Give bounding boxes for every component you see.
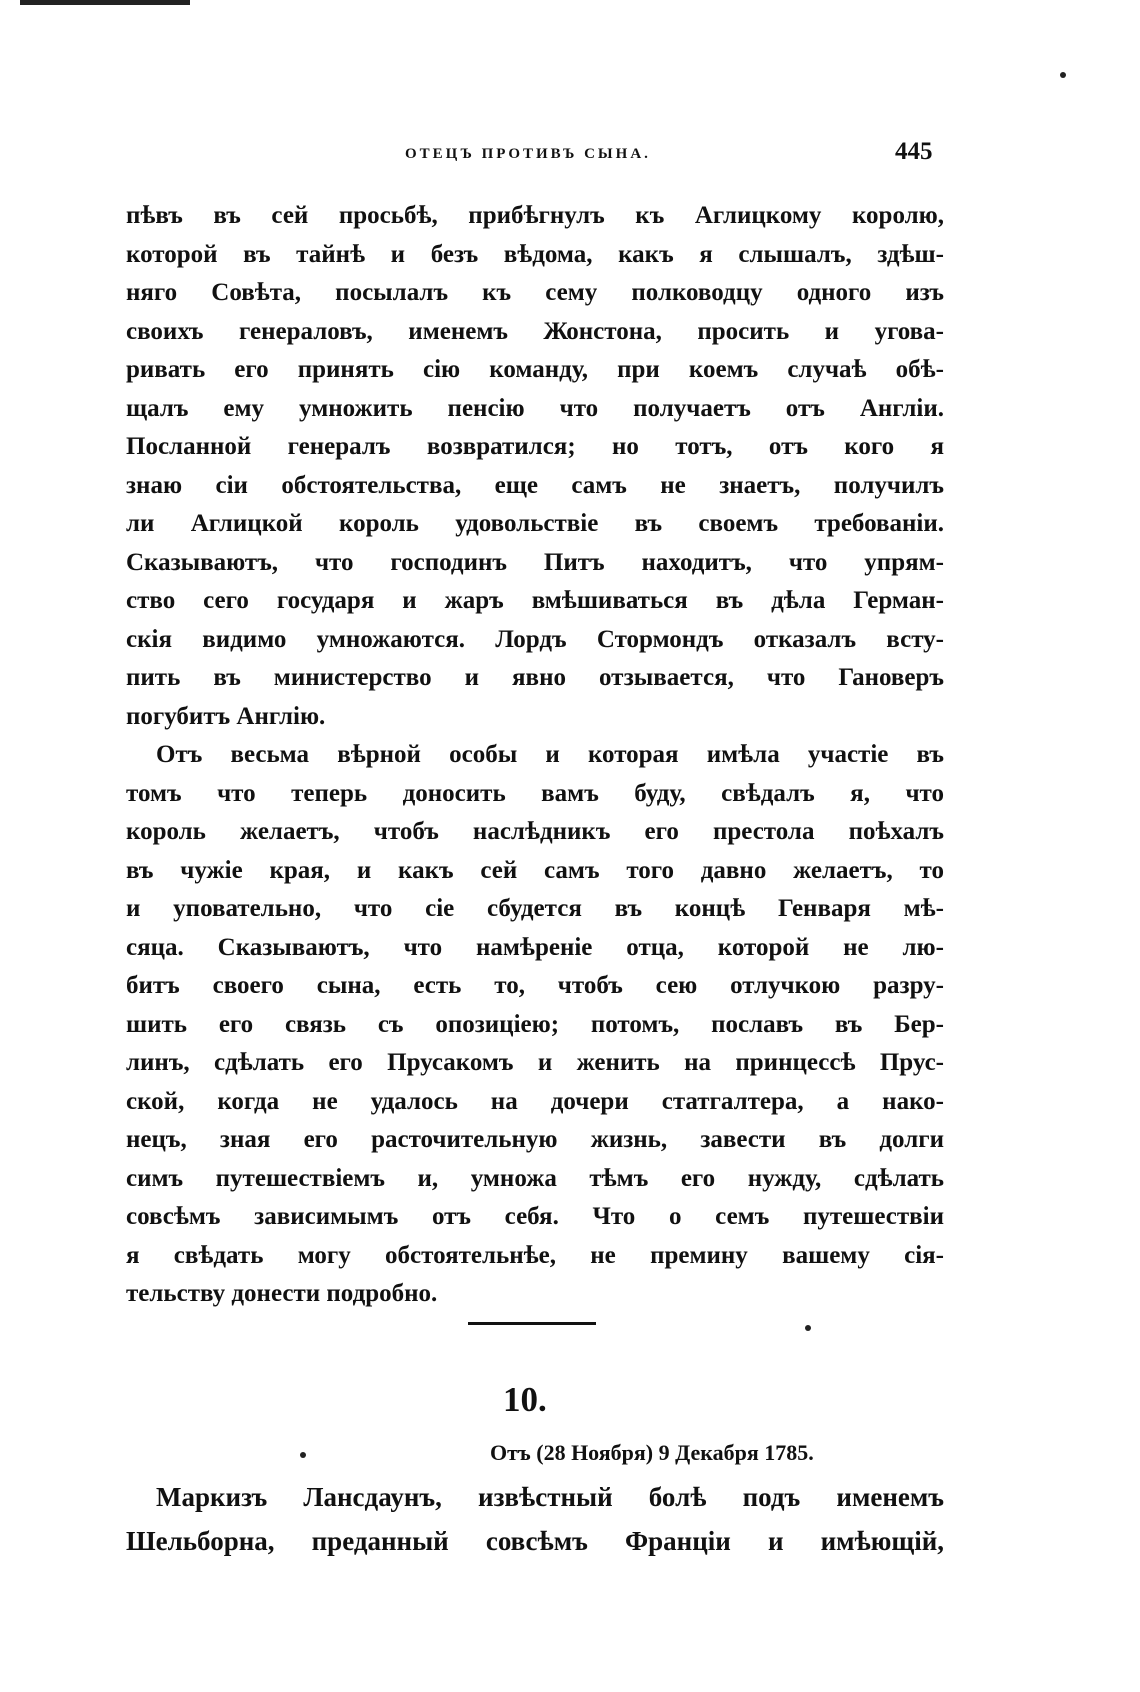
text-line: и уповательно, что сіе сбудется въ концѣ Генваря мѣ- <box>126 895 944 922</box>
section-number: 10. <box>503 1380 547 1419</box>
text-line: Отъ весьма вѣрной особы и которая имѣла участіе въ <box>156 741 944 768</box>
text-line: Маркизъ Лансдаунъ, извѣстный болѣ подъ именемъ <box>156 1482 944 1512</box>
paragraph-1 <box>126 197 944 736</box>
text-line: няго Совѣта, посылалъ къ сему полководцу одного изъ <box>126 279 944 306</box>
main-text <box>126 197 944 1314</box>
text-line: сяца. Сказываютъ, что намѣреніе отца, которой не лю- <box>126 933 944 961</box>
paragraph-2 <box>126 736 944 1314</box>
text-line: король желаетъ, чтобъ наслѣдникъ его престола поѣхалъ <box>126 818 944 845</box>
print-speck <box>805 1325 811 1331</box>
running-title: ОТЕЦЪ ПРОТИВЪ СЫНА. <box>405 146 651 162</box>
text-line: битъ своего сына, есть то, чтобъ сею отлучкою разру- <box>126 972 944 999</box>
section-divider <box>468 1322 596 1325</box>
text-line: пить въ министерство и явно отзывается, что Гановеръ <box>126 664 944 691</box>
text-line: ли Аглицкой король удовольствіе въ своемъ требованіи. <box>126 510 944 537</box>
text-line: тельству донести подробно. <box>126 1280 438 1307</box>
page-number: 445 <box>895 138 933 165</box>
print-speck <box>1060 72 1066 78</box>
text-line: скія видимо умножаются. Лордъ Стормондъ отказалъ всту- <box>126 625 944 653</box>
text-line: погубитъ Англію. <box>126 702 326 730</box>
text-line: ство сего государя и жаръ вмѣшиваться въ дѣла Герман- <box>126 587 944 614</box>
text-line: въ чужіе края, и какъ сей самъ того давно желаетъ, то <box>126 856 944 884</box>
text-line: Сказываютъ, что господинъ Питъ находитъ, что упрям- <box>126 548 944 576</box>
text-line: своихъ генераловъ, именемъ Жонстона, просить и угова- <box>126 317 944 345</box>
section-dateline: Отъ (28 Ноября) 9 Декабря 1785. <box>490 1440 814 1465</box>
text-line: пѣвъ въ сей просьбѣ, прибѣгнулъ къ Аглицкому королю, <box>126 202 944 229</box>
text-line: нецъ, зная его расточительную жизнь, завести въ долги <box>126 1126 944 1153</box>
text-line: линъ, сдѣлать его Прусакомъ и женить на принцессѣ Прус- <box>126 1049 944 1076</box>
text-line: ривать его принять сію команду, при коемъ случаѣ обѣ- <box>126 356 944 383</box>
text-line: щалъ ему умножить пенсію что получаетъ отъ Англіи. <box>126 394 944 422</box>
text-line: симъ путешествіемъ и, умножа тѣмъ его нужду, сдѣлать <box>126 1164 944 1192</box>
print-speck <box>300 1452 306 1458</box>
text-line: томъ что теперь доносить вамъ буду, свѣдалъ я, что <box>126 779 944 807</box>
running-header <box>0 140 1140 170</box>
text-line: Шельборна, преданный совсѣмъ Франціи и имѣющій, <box>126 1526 944 1556</box>
text-line: Посланной генералъ возвратился; но тотъ, отъ кого я <box>126 433 944 460</box>
paragraph-3 <box>126 1475 944 1563</box>
text-line: ской, когда не удалось на дочери статгалтера, а нако- <box>126 1087 944 1115</box>
text-line: которой въ тайнѣ и безъ вѣдома, какъ я слышалъ, здѣш- <box>126 240 944 268</box>
text-line: шить его связь съ опозиціею; потомъ, пославъ въ Бер- <box>126 1010 944 1038</box>
text-line: совсѣмъ зависимымъ отъ себя. Что о семъ путешествіи <box>126 1203 944 1230</box>
top-edge-rule <box>20 0 190 5</box>
text-line: я свѣдать могу обстоятельнѣе, не премину вашему сія- <box>126 1241 944 1269</box>
text-line: знаю сіи обстоятельства, еще самъ не знаетъ, получилъ <box>126 471 944 499</box>
